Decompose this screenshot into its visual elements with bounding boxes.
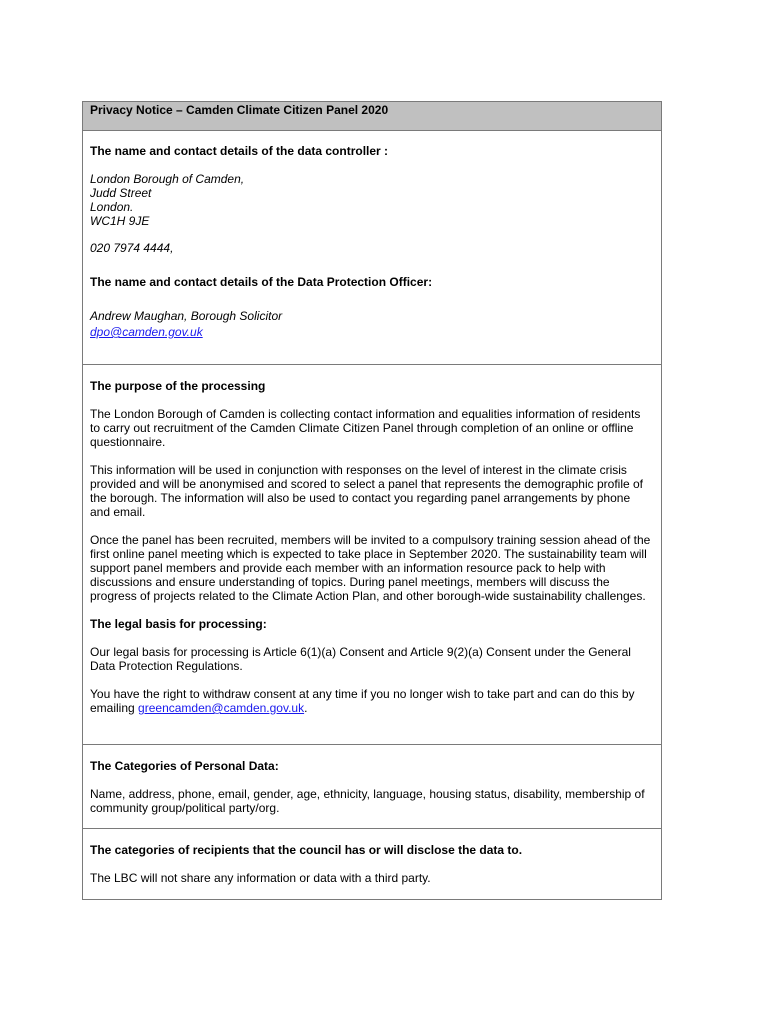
withdraw-text: You have the right to withdraw consent at any time if you no longer wish to take part and can do this by emailing [90,687,635,715]
dpo-name: Andrew Maughan, Borough Solicitor [90,309,283,323]
controller-phone: 020 7974 4444, [90,241,174,255]
greencamden-email-link[interactable]: greencamden@camden.gov.uk [138,701,305,715]
notice-title-row [83,102,661,130]
address-line: Judd Street [90,186,152,200]
address-line: London. [90,200,134,214]
legal-basis-text: Our legal basis for processing is Article 6(1)(a) Consent and Article 9(2)(a) Consent under the General Data Protection Regulations. [90,645,631,673]
withdraw-consent-text [90,687,653,715]
categories-heading: The Categories of Personal Data: [90,759,279,773]
purpose-section [83,364,661,744]
dpo-heading: The name and contact details of the Data Protection Officer: [90,275,433,289]
purpose-heading: The purpose of the processing [90,379,266,393]
controller-heading: The name and contact details of the data controller : [90,144,389,158]
purpose-paragraph: Once the panel has been recruited, members will be invited to a compulsory training session ahead of the first online panel meeting which is expected to take place in September 2020. The sustainability team will support panel members and provide each member with an information resource pack to help with discussions and ensure understanding of topics. During panel meetings, members will discuss the progress of projects related to the Climate Action Plan, and other borough-wide sustainability challenges. [90,533,651,603]
purpose-paragraph: The London Borough of Camden is collecting contact information and equalities information of residents to carry out recruitment of the Camden Climate Citizen Panel through completion of an online or offline questionnaire. [90,407,641,449]
recipients-heading: The categories of recipients that the council has or will disclose the data to. [90,843,523,857]
categories-section [83,744,661,828]
controller-address [90,172,653,228]
dpo-email-link[interactable]: dpo@camden.gov.uk [90,325,203,339]
legal-heading: The legal basis for processing: [90,617,267,631]
purpose-paragraph: This information will be used in conjunction with responses on the level of interest in the climate crisis provided and will be anonymised and scored to select a panel that represents the demographic profile of the borough. The information will also be used to contact you regarding panel arrangements by phone and email. [90,463,644,519]
withdraw-end: . [304,701,308,715]
contact-details-section [83,130,661,364]
recipients-text: The LBC will not share any information or data with a third party. [90,871,431,885]
recipients-section [83,828,661,899]
privacy-notice-table [82,101,662,900]
address-line: London Borough of Camden, [90,172,245,186]
categories-text: Name, address, phone, email, gender, age, ethnicity, language, housing status, disability, membership of community group/political party/org. [90,787,645,815]
notice-title: Privacy Notice – Camden Climate Citizen Panel 2020 [90,103,389,117]
address-line: WC1H 9JE [90,214,150,228]
